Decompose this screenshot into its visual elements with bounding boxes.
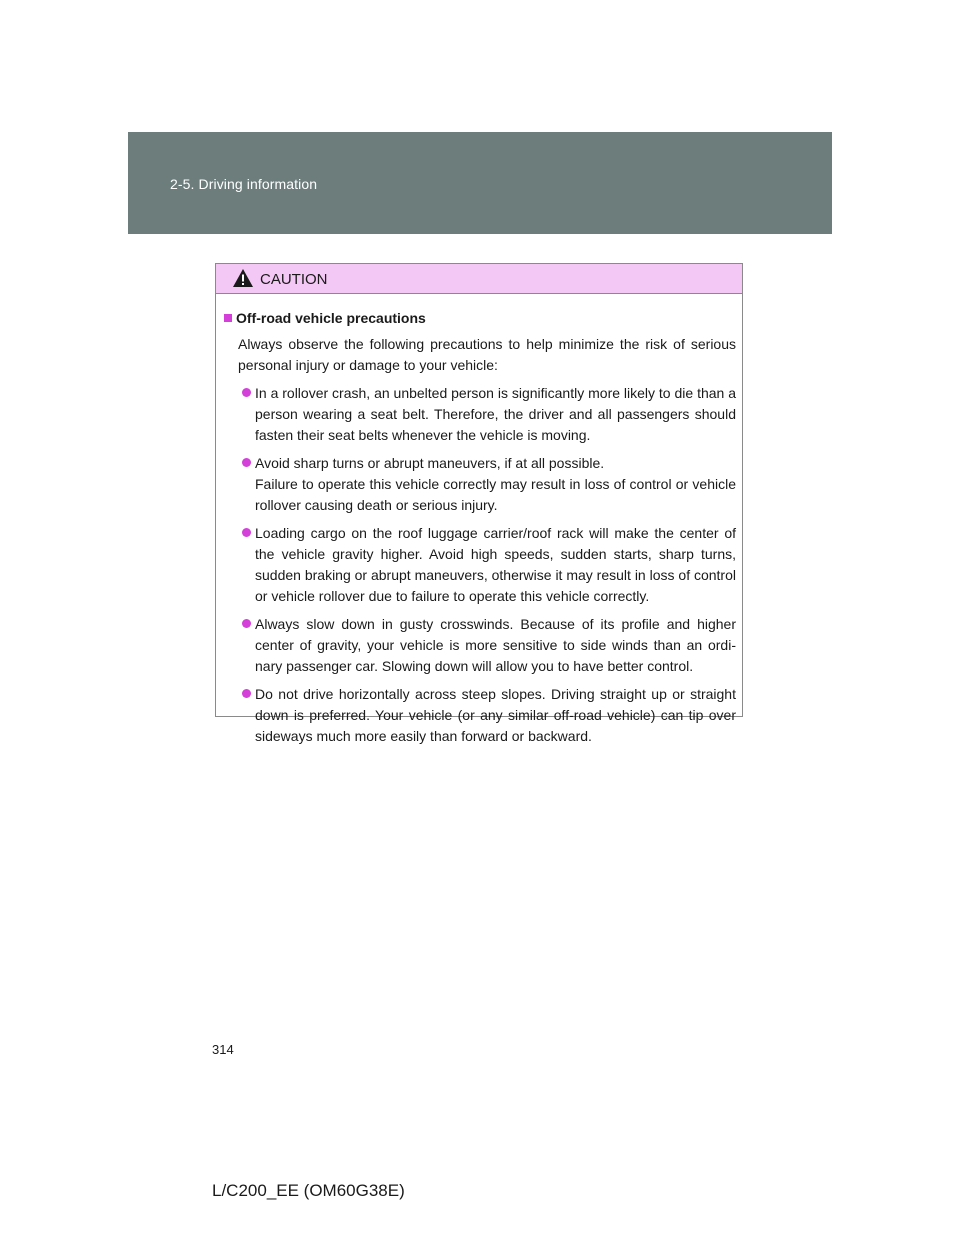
- list-item-text: Always slow down in gusty crosswinds. Because of its profile and higher center of gravity, your vehicle is more sensitive to side winds than an ordi-nary passenger car. Slowing down will allow you to have better control.: [255, 616, 736, 674]
- caution-body: [216, 294, 742, 747]
- list-item-text: In a rollover crash, an unbelted person is significantly more likely to die than a person wearing a seat belt. Therefore, the driver and all passengers should fasten their seat belts whenever the vehicle is moving.: [255, 385, 736, 443]
- bullet-dot-icon: [242, 619, 251, 628]
- list-item: [255, 684, 736, 747]
- caution-heading-text: Off-road vehicle precautions: [236, 310, 426, 326]
- list-item: [255, 383, 736, 446]
- list-item-text: Do not drive horizontally across steep slopes. Driving straight up or straight down is preferred. Your vehicle (or any similar off-road vehicle) can tip over sideways much more easily than forward or backward.: [255, 686, 736, 744]
- caution-header: [216, 264, 742, 294]
- caution-box: [215, 263, 743, 744]
- bullet-dot-icon: [242, 689, 251, 698]
- page-number: 314: [212, 1042, 234, 1057]
- warning-triangle-icon: [232, 268, 254, 288]
- list-item-text: Loading cargo on the roof luggage carrier/roof rack will make the center of the vehicle gravity higher. Avoid high speeds, sudden starts, sharp turns, sudden braking or abrupt maneuvers, otherwise it may result in loss of control or vehicle rollover due to failure to operate this vehicle correctly.: [255, 525, 736, 604]
- square-bullet-icon: [224, 314, 232, 322]
- header-band: [128, 132, 832, 234]
- caution-heading: [224, 308, 736, 328]
- bullet-dot-icon: [242, 388, 251, 397]
- list-item: [255, 453, 736, 516]
- bullet-dot-icon: [242, 458, 251, 467]
- caution-label: CAUTION: [260, 271, 328, 288]
- bullet-dot-icon: [242, 528, 251, 537]
- precaution-list: [224, 383, 736, 747]
- list-item: [255, 614, 736, 677]
- caution-intro: Always observe the following precautions to help minimize the risk of serious personal injury or damage to your vehicle:: [238, 336, 736, 373]
- document-code: L/C200_EE (OM60G38E): [212, 1181, 405, 1200]
- list-item: [255, 523, 736, 607]
- section-title: 2-5. Driving information: [170, 176, 318, 192]
- list-item-text: Avoid sharp turns or abrupt maneuvers, if at all possible.: [255, 455, 605, 471]
- list-item-text: Failure to operate this vehicle correctly may result in loss of control or vehicle rollover causing death or serious injury.: [255, 476, 736, 513]
